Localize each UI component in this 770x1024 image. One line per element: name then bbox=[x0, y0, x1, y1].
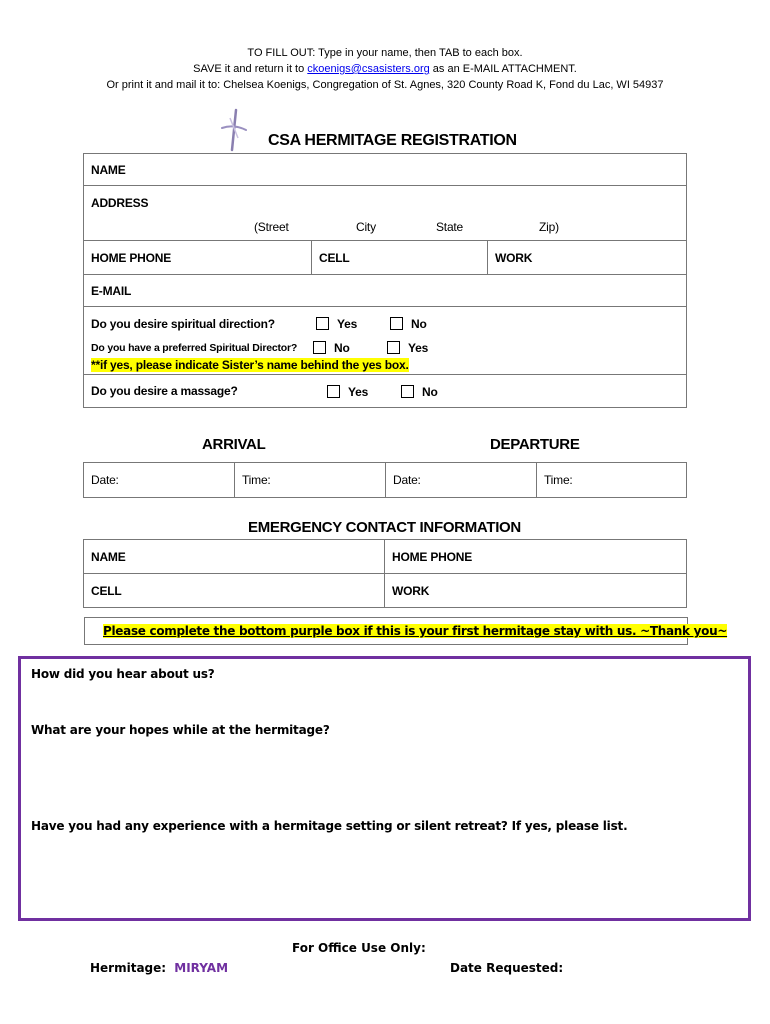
massage-yes-checkbox[interactable] bbox=[327, 385, 340, 398]
work-label: WORK bbox=[495, 250, 533, 265]
email-link[interactable]: ckoenigs@csasisters.org bbox=[307, 63, 430, 75]
arrival-title: ARRIVAL bbox=[202, 436, 266, 453]
arrival-time-label: Time: bbox=[242, 473, 271, 487]
hopes-question: What are your hopes while at the hermitage? bbox=[31, 723, 330, 737]
office-use-title: For Office Use Only: bbox=[292, 941, 426, 955]
notice-box bbox=[84, 617, 728, 645]
departure-time-label: Time: bbox=[544, 473, 573, 487]
cell-field[interactable] bbox=[312, 241, 488, 275]
cell-label: CELL bbox=[319, 250, 350, 265]
street-label: (Street bbox=[254, 220, 289, 234]
director-yes-checkbox[interactable] bbox=[387, 341, 400, 354]
zip-label: Zip) bbox=[539, 220, 559, 234]
date-requested-label: Date Requested: bbox=[450, 961, 564, 975]
director-yes-option[interactable] bbox=[387, 341, 428, 355]
massage-cell bbox=[84, 375, 687, 408]
director-no-option[interactable] bbox=[313, 341, 350, 355]
emergency-work-field[interactable] bbox=[385, 574, 687, 608]
emergency-home-phone-label: HOME PHONE bbox=[392, 549, 473, 564]
arrival-date-label: Date: bbox=[91, 473, 119, 487]
name-field[interactable] bbox=[84, 154, 687, 186]
emergency-cell-label: CELL bbox=[91, 583, 122, 598]
director-no-label: No bbox=[334, 341, 350, 355]
departure-title: DEPARTURE bbox=[490, 436, 580, 453]
emergency-work-label: WORK bbox=[392, 583, 430, 598]
first-stay-box bbox=[18, 656, 751, 921]
preferred-director-note: **if yes, please indicate Sister’s name behind the yes box. bbox=[91, 358, 409, 372]
arrival-time-field[interactable] bbox=[235, 463, 386, 498]
emergency-cell-field[interactable] bbox=[84, 574, 385, 608]
home-phone-label: HOME PHONE bbox=[91, 250, 172, 265]
emergency-title: EMERGENCY CONTACT INFORMATION bbox=[248, 519, 521, 536]
name-label: NAME bbox=[91, 162, 126, 177]
arrival-departure-table bbox=[83, 462, 687, 498]
director-yes-label: Yes bbox=[408, 341, 429, 355]
massage-no-checkbox[interactable] bbox=[401, 385, 414, 398]
director-no-checkbox[interactable] bbox=[313, 341, 326, 354]
departure-date-label: Date: bbox=[393, 473, 421, 487]
address-label: ADDRESS bbox=[91, 196, 149, 210]
email-label: E-MAIL bbox=[91, 283, 132, 298]
massage-yes-option[interactable] bbox=[327, 385, 368, 399]
hermitage-value: MIRYAM bbox=[174, 961, 229, 975]
instruction-line-3: Or print it and mail it to: Chelsea Koenigs, Congregation of St. Agnes, 320 County Road K, Fond du Lac, WI 54937 bbox=[106, 79, 664, 91]
massage-no-option[interactable] bbox=[401, 385, 438, 399]
instruction-line-1: TO FILL OUT: Type in your name, then TAB to each box. bbox=[247, 47, 523, 59]
home-phone-field[interactable] bbox=[84, 241, 312, 275]
preferred-director-question: Do you have a preferred Spiritual Director? bbox=[91, 342, 298, 354]
emergency-name-field[interactable] bbox=[84, 540, 385, 574]
hermitage-line bbox=[90, 961, 228, 975]
instruction-line-2-pre: SAVE it and return it to bbox=[193, 63, 308, 75]
hermitage-label: Hermitage: bbox=[90, 961, 167, 975]
emergency-name-label: NAME bbox=[91, 549, 126, 564]
massage-no-label: No bbox=[422, 385, 438, 399]
state-label: State bbox=[436, 220, 464, 234]
spiritual-direction-question: Do you desire spiritual direction? bbox=[91, 317, 275, 331]
page-title: CSA HERMITAGE REGISTRATION bbox=[268, 132, 517, 149]
arrival-date-field[interactable] bbox=[84, 463, 235, 498]
spiritual-no-option[interactable] bbox=[390, 317, 427, 331]
departure-date-field[interactable] bbox=[386, 463, 537, 498]
departure-time-field[interactable] bbox=[537, 463, 687, 498]
massage-yes-label: Yes bbox=[348, 385, 369, 399]
csa-cross-logo-icon bbox=[218, 108, 248, 152]
experience-question: Have you had any experience with a hermitage setting or silent retreat? If yes, please list. bbox=[31, 819, 628, 833]
emergency-home-phone-field[interactable] bbox=[385, 540, 687, 574]
hear-about-us-question: How did you hear about us? bbox=[31, 667, 215, 681]
instruction-line-2 bbox=[0, 61, 770, 77]
emergency-table bbox=[83, 539, 687, 608]
notice-text: Please complete the bottom purple box if this is your first hermitage stay with us. ~Thank you~ bbox=[103, 624, 728, 638]
spiritual-no-checkbox[interactable] bbox=[390, 317, 403, 330]
spiritual-direction-cell bbox=[84, 307, 687, 375]
address-field[interactable] bbox=[84, 186, 687, 241]
registration-table bbox=[83, 153, 687, 408]
spiritual-yes-checkbox[interactable] bbox=[316, 317, 329, 330]
spiritual-yes-option[interactable] bbox=[316, 317, 357, 331]
city-label: City bbox=[356, 220, 376, 234]
massage-question: Do you desire a massage? bbox=[91, 384, 238, 398]
spiritual-yes-label: Yes bbox=[337, 317, 358, 331]
spiritual-no-label: No bbox=[411, 317, 427, 331]
email-field[interactable] bbox=[84, 275, 687, 307]
work-field[interactable] bbox=[488, 241, 687, 275]
instruction-line-2-post: as an E-MAIL ATTACHMENT. bbox=[429, 63, 577, 75]
